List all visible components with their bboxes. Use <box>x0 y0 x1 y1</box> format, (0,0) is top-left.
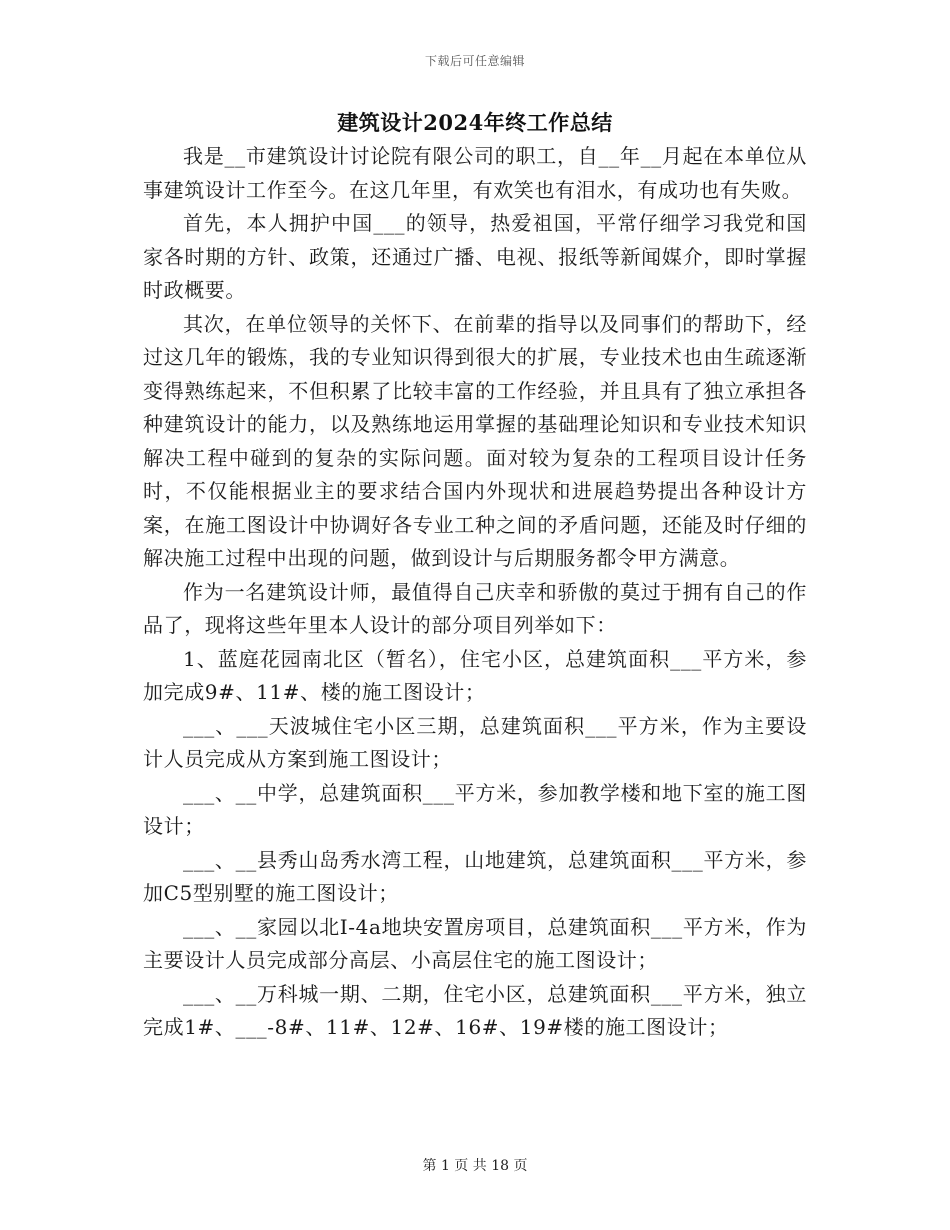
project-item: ___、__万科城一期、二期，住宅小区，总建筑面积___平方米，独立完成1#、___-8#、11#、12#、16#、19#楼的施工图设计； <box>143 981 807 1039</box>
page-number: 第 1 页 共 18 页 <box>422 1158 528 1174</box>
document-title: 建筑设计2024年终工作总结 <box>337 110 613 135</box>
paragraph-intro: 我是__市建筑设计讨论院有限公司的职工，自__年__月起在本单位从事建筑设计工作至今。在这几年里，有欢笑也有泪水，有成功也有失败。 <box>143 144 807 202</box>
paragraph-works-intro: 作为一名建筑设计师，最值得自己庆幸和骄傲的莫过于拥有自己的作品了，现将这些年里本人设计的部分项目列举如下： <box>143 579 807 637</box>
project-item: ___、__家园以北I-4a地块安置房项目，总建筑面积___平方米，作为主要设计人员完成部分高层、小高层住宅的施工图设计； <box>143 914 807 972</box>
project-item: 1、蓝庭花园南北区（暂名），住宅小区，总建筑面积___平方米，参加完成9#、11#、楼的施工图设计； <box>143 646 807 704</box>
project-item: ___、___天波城住宅小区三期，总建筑面积___平方米，作为主要设计人员完成从方案到施工图设计； <box>143 713 807 771</box>
header-note: 下载后可任意编辑 <box>424 54 525 68</box>
paragraph-professional: 其次，在单位领导的关怀下、在前辈的指导以及同事们的帮助下，经过这几年的锻炼，我的专业知识得到很大的扩展，专业技术也由生疏逐渐变得熟练起来，不但积累了比较丰富的工作经验，并且具有了独立承担各种建筑设计的能力，以及熟练地运用掌握的基础理论知识和专业技术知识解决工程中碰到的复杂的实际问题。面对较为复杂的工程项目设计任务时，不仅能根据业主的要求结合国内外现状和进展趋势提出各种设计方案，在施工图设计中协调好各专业工种之间的矛盾问题，还能及时仔细的解决施工过程中出现的问题，做到设计与后期服务都令甲方满意。 <box>143 311 807 570</box>
project-item: ___、__县秀山岛秀水湾工程，山地建筑，总建筑面积___平方米，参加C5型别墅的施工图设计； <box>143 847 807 905</box>
document-body <box>143 140 807 1045</box>
project-item: ___、__中学，总建筑面积___平方米，参加教学楼和地下室的施工图设计； <box>143 780 807 838</box>
paragraph-political: 首先，本人拥护中国___的领导，热爱祖国，平常仔细学习我党和国家各时期的方针、政策，还通过广播、电视、报纸等新闻媒介，即时掌握时政概要。 <box>143 211 807 302</box>
